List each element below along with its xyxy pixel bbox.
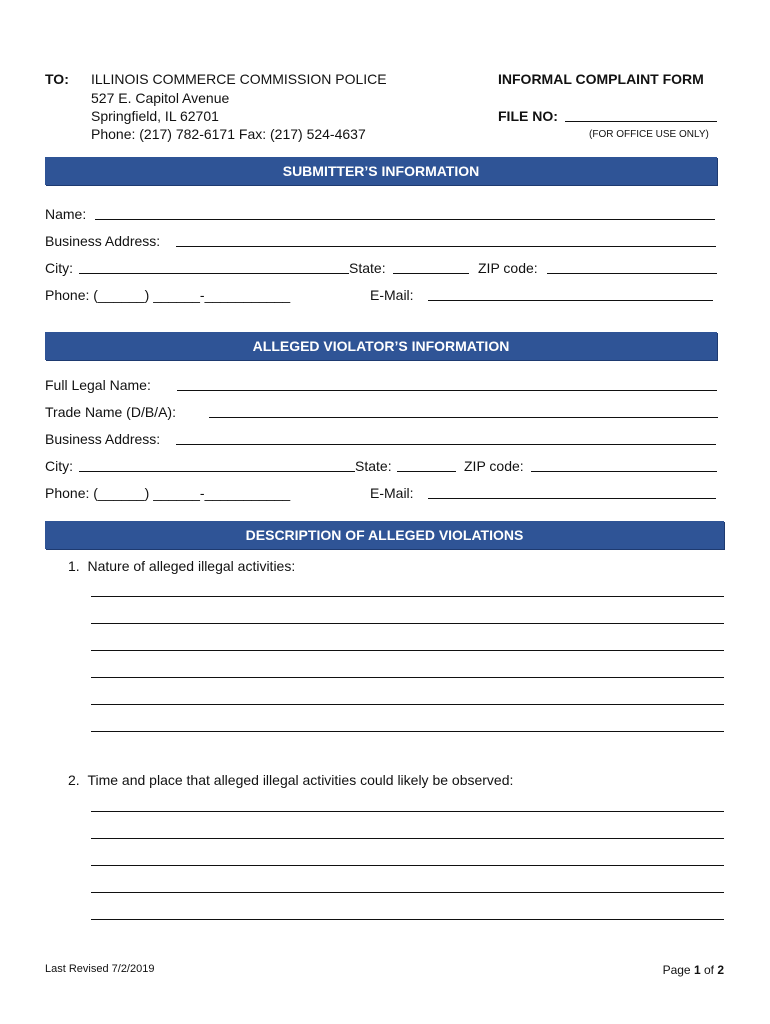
violator-email-label: E-Mail: [370,485,414,501]
to-city: Springfield, IL 62701 [91,108,219,124]
question-1-line[interactable] [91,596,724,597]
question-1-label: 1. Nature of alleged illegal activities: [68,558,296,574]
file-no-field[interactable] [565,121,717,122]
violator-email-field[interactable] [428,498,716,499]
submitter-business-label: Business Address: [45,233,161,249]
submitter-name-field[interactable] [95,219,715,220]
to-phone-fax: Phone: (217) 782-6171 Fax: (217) 524-4637 [91,126,366,142]
question-2-line[interactable] [91,892,724,893]
submitter-zip-label: ZIP code: [478,260,538,276]
submitter-business-field[interactable] [176,246,716,247]
to-agency: ILLINOIS COMMERCE COMMISSION POLICE [91,71,387,87]
form-title: INFORMAL COMPLAINT FORM [498,71,704,87]
submitter-phone-field[interactable]: Phone: (______) ______-___________ [45,287,291,303]
submitter-state-label: State: [349,260,386,276]
page-of: of [700,963,718,977]
question-2-line[interactable] [91,838,724,839]
violator-legal-name-field[interactable] [177,390,717,391]
question-1-line[interactable] [91,704,724,705]
violator-trade-name-label: Trade Name (D/B/A): [45,404,176,420]
violator-phone-field[interactable]: Phone: (______) ______-___________ [45,485,291,501]
question-2-label: 2. Time and place that alleged illegal activities could likely be observed: [68,772,514,788]
office-use-note: (FOR OFFICE USE ONLY) [589,129,709,140]
violator-legal-name-label: Full Legal Name: [45,377,151,393]
submitter-state-field[interactable] [393,273,469,274]
page-indicator [663,963,724,977]
submitter-email-label: E-Mail: [370,287,414,303]
submitter-city-label: City: [45,260,73,276]
question-2-line[interactable] [91,865,724,866]
to-street: 527 E. Capitol Avenue [91,90,230,106]
violator-trade-name-field[interactable] [209,417,718,418]
page-prefix: Page [662,963,694,977]
question-1-line[interactable] [91,623,724,624]
file-no-label: FILE NO: [498,108,558,124]
question-2-line[interactable] [91,811,724,812]
violations-heading: DESCRIPTION OF ALLEGED VIOLATIONS [45,521,724,549]
question-1-line[interactable] [91,650,724,651]
last-revised: Last Revised 7/2/2019 [45,963,155,975]
violator-business-field[interactable] [176,444,716,445]
violator-business-label: Business Address: [45,431,161,447]
question-2-line[interactable] [91,919,724,920]
violator-heading: ALLEGED VIOLATOR’S INFORMATION [45,332,717,360]
submitter-city-field[interactable] [79,273,349,274]
submitter-name-label: Name: [45,206,87,222]
violator-zip-label: ZIP code: [464,458,524,474]
violator-city-field[interactable] [79,471,355,472]
violator-zip-field[interactable] [531,471,717,472]
submitter-email-field[interactable] [428,300,713,301]
question-1-line[interactable] [91,731,724,732]
page-number: 1 [693,963,701,977]
to-label: TO: [45,71,69,87]
violator-state-label: State: [355,458,392,474]
question-1-line[interactable] [91,677,724,678]
violator-state-field[interactable] [397,471,456,472]
violator-city-label: City: [45,458,73,474]
submitter-zip-field[interactable] [547,273,717,274]
submitter-heading: SUBMITTER’S INFORMATION [45,157,717,185]
page-total: 2 [717,963,724,977]
